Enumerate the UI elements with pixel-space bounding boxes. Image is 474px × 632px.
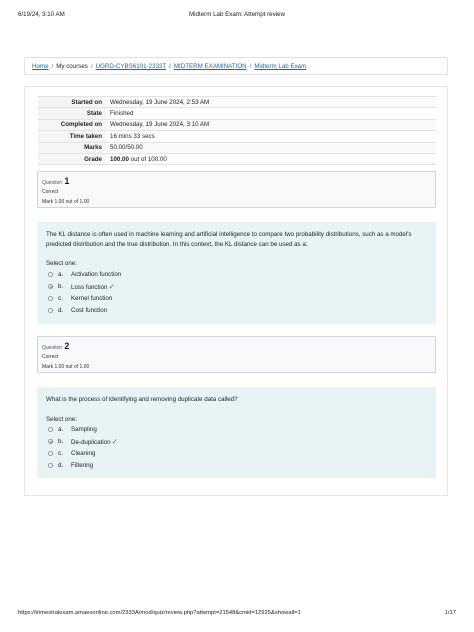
grade-value: 100.00 [110, 155, 129, 163]
option-letter: c. [58, 450, 63, 458]
question-number [42, 341, 69, 351]
question-label: Question [42, 180, 63, 186]
summary-value: 50.00/50.00 [106, 142, 436, 153]
print-datetime: 6/19/24, 3:10 AM [18, 11, 65, 18]
answer-option-a[interactable] [46, 424, 427, 436]
print-header [18, 11, 456, 21]
question-text: The KL distance is often used in machine learning and artificial intelligence to compare two probability distributions, such as a model's predicted distribution and the true distribution. In this context, the KL distance can be used as a: [46, 231, 412, 248]
breadcrumb-home-link[interactable]: Home [32, 63, 49, 70]
option-label: De-duplication [71, 439, 111, 447]
option-letter: a. [58, 270, 64, 278]
summary-row [38, 119, 436, 130]
option-letter: b. [58, 438, 64, 446]
option-label: Cleaning [71, 450, 96, 458]
summary-value: Wednesday, 19 June 2024, 2:53 AM [106, 97, 436, 108]
answer-options [46, 269, 427, 317]
option-letter: a. [58, 426, 64, 434]
answer-option-b[interactable] [46, 436, 427, 448]
breadcrumb [24, 57, 448, 75]
print-url: https://trimestralexam.amaesonline.com/2333A/mod/quiz/review.php?attempt=21548&cmid=12925&showall=1 [18, 610, 301, 616]
radio-button-selected[interactable] [48, 284, 53, 289]
option-letter: d. [58, 306, 64, 314]
summary-row [38, 108, 436, 119]
option-letter: c. [58, 294, 63, 302]
question-state: Correct [42, 354, 59, 360]
question-number-value: 2 [64, 341, 70, 351]
answer-option-c[interactable] [46, 293, 427, 305]
question-2-content [37, 387, 436, 478]
summary-label: Marks [38, 142, 106, 153]
summary-value: Finished [106, 108, 436, 119]
summary-label: Started on [38, 97, 106, 108]
radio-button[interactable] [48, 427, 53, 432]
question-mark: Mark 1.00 out of 1.00 [42, 199, 90, 205]
select-one-label: Select one: [46, 415, 77, 423]
question-1-content [37, 222, 436, 324]
option-label: Sampling [71, 426, 97, 434]
option-label: Loss function [71, 283, 108, 291]
print-title: Midterm Lab Exam: Attempt review [189, 11, 285, 18]
answer-option-a[interactable] [46, 269, 427, 281]
breadcrumb-separator: / [90, 63, 93, 70]
radio-button[interactable] [48, 308, 53, 313]
summary-row [38, 142, 436, 153]
option-letter: b. [58, 282, 64, 290]
radio-button[interactable] [48, 296, 53, 301]
breadcrumb-my-courses: My courses [56, 63, 88, 70]
breadcrumb-separator: / [249, 63, 252, 70]
option-label: Cost function [71, 306, 108, 314]
breadcrumb-activity-link[interactable]: Midterm Lab Exam [254, 63, 307, 70]
summary-value [106, 153, 436, 164]
option-letter: d. [58, 462, 64, 470]
summary-row [38, 131, 436, 142]
breadcrumb-course-link[interactable]: UGRD-CYBS6101-2333T [95, 63, 167, 70]
question-number-value: 1 [64, 176, 70, 186]
question-2-info [37, 336, 436, 373]
radio-button-selected[interactable] [48, 439, 53, 444]
answer-option-c[interactable] [46, 448, 427, 460]
grade-total: out of 100.00 [128, 155, 167, 163]
question-number [42, 176, 69, 186]
breadcrumb-separator: / [169, 63, 171, 70]
question-label: Question [42, 345, 63, 351]
radio-button[interactable] [48, 451, 53, 456]
question-1-info [37, 171, 436, 208]
answer-option-d[interactable] [46, 305, 427, 317]
check-icon: ✓ [108, 281, 115, 291]
summary-row [38, 153, 436, 164]
check-icon: ✓ [111, 437, 118, 447]
answer-option-d[interactable] [46, 460, 427, 472]
answer-option-b[interactable] [46, 281, 427, 293]
question-mark: Mark 1.00 out of 1.00 [42, 364, 90, 370]
summary-row [38, 97, 436, 108]
radio-button[interactable] [48, 463, 53, 468]
breadcrumb-separator: / [51, 63, 54, 70]
summary-label: State [38, 108, 106, 119]
breadcrumb-section-link[interactable]: MIDTERM EXAMINATION [173, 63, 247, 70]
summary-label: Completed on [38, 119, 106, 130]
answer-options [46, 424, 427, 472]
summary-value: Wednesday, 19 June 2024, 3:10 AM [106, 119, 436, 130]
print-page-number: 1/17 [444, 610, 456, 616]
option-label: Kernel function [71, 294, 113, 302]
attempt-summary-table [38, 96, 436, 165]
print-footer [18, 610, 456, 620]
option-label: Filtering [71, 462, 94, 470]
question-text: What is the process of identifying and removing duplicate data called? [46, 396, 238, 403]
option-label: Activation function [71, 270, 122, 278]
summary-value: 16 mins 33 secs [106, 131, 436, 142]
select-one-label: Select one: [46, 260, 77, 268]
question-state: Correct [42, 189, 59, 195]
summary-label: Time taken [38, 131, 106, 142]
summary-label: Grade [38, 153, 106, 164]
radio-button[interactable] [48, 272, 53, 277]
